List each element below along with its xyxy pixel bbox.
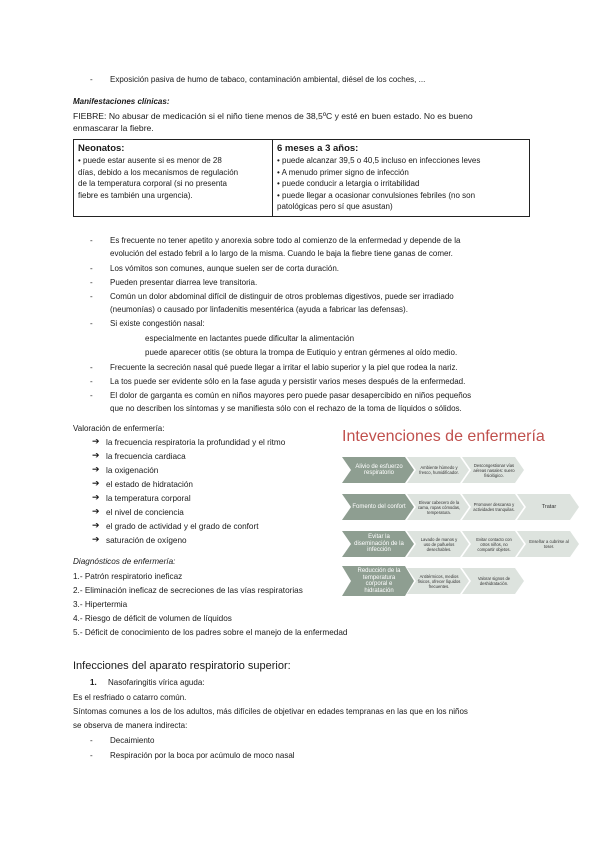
neonatos-cell [74,140,273,217]
infecciones-bullet: Respiración por la boca por acúmulo de moco nasal [110,751,295,760]
infecciones-line-3: se observa de manera indirecta: [73,721,188,730]
flow-sub-step: Ambiente húmedo y fresco, humidificador. [407,457,469,483]
symptom-line: evolución del estado febril a lo largo de la misma. Cuando le baja la fiebre tiene ganas de comer. [110,249,453,258]
nasofaringitis-title: Nasofaringitis vírica aguda: [108,678,205,687]
arrow-icon: ➔ [92,534,100,544]
six-months-line: • puede llegar a ocasionar convulsiones febriles (no son [277,190,476,200]
flow-main-step: Fomento del confort [342,494,414,520]
flow-main-step: Alivio de esfuerzo respiratorio [342,457,414,483]
symptom-line: Pueden presentar diarrea leve transitoria. [110,278,258,287]
valoracion-item: la frecuencia respiratoria la profundidad y el ritmo [106,438,286,447]
symptom-subline: especialmente en lactantes puede dificultar la alimentación [145,334,355,343]
symptom-line: Frecuente la secreción nasal qué puede llegar a irritar el labio superior y la piel que rodea la nariz. [110,363,458,372]
flow-sub-step: Enseñar a cubrirse al toser. [517,531,579,557]
infecciones-line-1: Es el resfriado o catarro común. [73,693,187,702]
symptom-line: La tos puede ser evidente sólo en la fase aguda y persistir varios meses después de la enfermedad. [110,377,466,386]
arrow-icon: ➔ [92,464,100,474]
manifestaciones-heading: Manifestaciones clínicas: [73,97,170,106]
symptom-line: que no describen los síntomas y se manifiesta sólo con el rechazo de la toma de líquidos o sólidos. [110,404,462,413]
item-number: 1. [90,678,97,687]
diagnostico-item: 1.- Patrón respiratorio ineficaz [73,572,183,581]
neonatos-line: fiebre es también una urgencia). [78,190,193,200]
symptom-line: El dolor de garganta es común en niños mayores pero puede pasar desapercibido en niños pequeños [110,391,472,400]
fiebre-line-2: enmascarar la fiebre. [73,123,154,133]
bullet-dash: - [90,264,93,273]
bullet-dash: - [90,736,93,745]
arrow-icon: ➔ [92,506,100,516]
flow-sub-step: Valorar signos de deshidratación. [462,568,524,594]
flow-sub-step: Elevar cabecero de la cama, ropas cómodas, temperatura. [407,494,469,520]
valoracion-item: saturación de oxígeno [106,536,187,545]
flow-sub-step: Evitar contacto con otros niños, no compartir objetos. [462,531,524,557]
neonatos-line: días, debido a los mecanismos de regulación [78,167,239,177]
neonatos-line: de la temperatura corporal (si no presenta [78,179,227,188]
flow-main-step: Evitar la diseminación de la infección [342,531,414,557]
bullet-dash: - [90,319,93,328]
six-months-line: patológicas pero sí que asustan) [277,202,393,211]
neonatos-line: • puede estar ausente si es menor de 28 [78,156,222,165]
arrow-icon: ➔ [92,436,100,446]
fever-age-table [73,139,530,217]
diagnostico-item: 2.- Eliminación ineficaz de secreciones de las vías respiratorias [73,586,303,595]
bullet-dash: - [90,292,93,301]
arrow-icon: ➔ [92,450,100,460]
flow-sub-step: Promover descanso y actividades tranquilas. [462,494,524,520]
symptom-line: Los vómitos son comunes, aunque suelen ser de corta duración. [110,264,340,273]
diagnostico-item: 5.- Déficit de conocimiento de los padres sobre el manejo de la enfermedad [73,628,348,637]
arrow-icon: ➔ [92,492,100,502]
flow-sub-step: Lavado de manos y uso de pañuelos desechables. [407,531,469,557]
valoracion-item: el nivel de conciencia [106,508,184,517]
valoracion-item: la oxigenación [106,466,159,475]
symptom-line: Común un dolor abdominal difícil de distinguir de otros problemas digestivos, puede ser irradiado [110,292,454,301]
bullet-dash: - [90,377,93,386]
bullet-dash: - [90,391,93,400]
bullet-dash: - [90,278,93,287]
flow-sub-step: Tratar [517,494,579,520]
valoracion-item: el grado de actividad y el grado de confort [106,522,259,531]
infecciones-heading: Infecciones del aparato respiratorio superior: [73,660,291,672]
intervenciones-title: Intevenciones de enfermería [342,428,545,445]
six-months-line: • puede alcanzar 39,5 o 40,5 incluso en infecciones leves [277,156,481,165]
neonatos-header: Neonatos: [78,143,125,154]
diagnosticos-heading: Diagnósticos de enfermería: [73,557,176,566]
symptom-subline: puede aparecer otitis (se obtura la trompa de Eutiquio y entran gérmenes al oído medio. [145,348,458,357]
bullet-dash: - [90,363,93,372]
arrow-icon: ➔ [92,478,100,488]
arrow-icon: ➔ [92,520,100,530]
top-bullet-text: Exposición pasiva de humo de tabaco, contaminación ambiental, diésel de los coches, ... [110,75,426,84]
symptom-line: (neumonías) o causado por linfadenitis mesentérica (ayuda a fabricar las defensas). [110,305,408,314]
diagnostico-item: 3.- Hipertermia [73,600,128,609]
infecciones-bullet: Decaimiento [110,736,155,745]
valoracion-item: la frecuencia cardiaca [106,452,186,461]
bullet-dash: - [90,236,93,245]
flow-main-step: Reducción de la temperatura corporal e hidratación [342,566,414,596]
diagnostico-item: 4.- Riesgo de déficit de volumen de líquidos [73,614,232,623]
valoracion-item: el estado de hidratación [106,480,193,489]
bullet-dash: - [90,751,93,760]
valoracion-item: la temperatura corporal [106,494,191,503]
flow-sub-step: Descongestionar vías aéreas nasales: suero fisiológico. [462,457,524,483]
infecciones-line-2: Síntomas comunes a los de los adultos, más difíciles de objetivar en edades tempranas en las que en los niños [73,707,468,716]
six-months-line: • A menudo primer signo de infección [277,167,409,177]
six-months-line: • puede conducir a letargia o irritabilidad [277,179,420,188]
symptom-line: Es frecuente no tener apetito y anorexia sobre todo al comienzo de la enfermedad y depende de la [110,236,461,245]
fiebre-line-1: FIEBRE: No abusar de medicación si el niño tiene menos de 38,5ºC y esté en buen estado. No es bueno [73,111,473,121]
bullet-dash: - [90,75,93,84]
six-months-header: 6 meses a 3 años: [277,143,359,154]
valoracion-heading: Valoración de enfermería: [73,424,165,433]
flow-sub-step: Antitérmicos, medios físicos, ofrecer líquidos frecuentes. [407,568,469,594]
six-months-cell [273,140,530,217]
symptom-line: Si existe congestión nasal: [110,319,205,328]
